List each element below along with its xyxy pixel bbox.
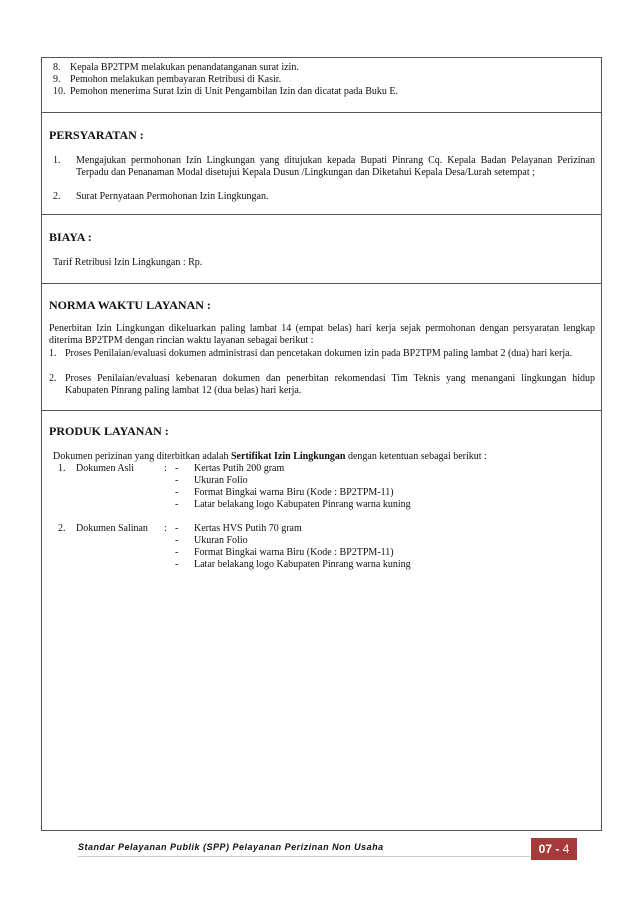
page-number: 4 <box>562 842 570 856</box>
spec-dash: - <box>175 487 179 498</box>
produk-intro-pre: Dokumen perizinan yang diterbitkan adalah <box>53 451 231 462</box>
divider <box>42 410 601 411</box>
item-text: Proses Penilaian/evaluasi kebenaran dokumen dan penerbitan rekomendasi Tim Teknis yang menangani lingkungan hidup Kabupaten Pinrang paling lambat 12 (dua belas) hari kerja. <box>65 373 595 396</box>
spec-item: Latar belakang logo Kabupaten Pinrang warna kuning <box>194 559 411 570</box>
norma-intro: Penerbitan Izin Lingkungan dikeluarkan paling lambat 14 (empat belas) hari kerja sejak permohonan dengan persyaratan lengkap diterima BP2TPM dengan rincian waktu layanan sebagai berikut : <box>49 323 595 346</box>
spec-dash: - <box>175 499 179 510</box>
footer-divider <box>78 856 530 857</box>
page-prefix: 07 <box>538 842 552 856</box>
doc-colon: : <box>164 523 167 534</box>
divider <box>42 214 601 215</box>
footer-title: Standar Pelayanan Publik (SPP) Pelayanan Perizinan Non Usaha <box>78 842 384 852</box>
item-text: Mengajukan permohonan Izin Lingkungan yang ditujukan kepada Bupati Pinrang Cq. Kepala Badan Pelayanan Perizinan Terpadu dan Penanaman Modal disetujui Kepala Dusun /Lingkungan dan Diketahui Kepala Desa/Lurah setempat ; <box>76 155 595 178</box>
step-text: Pemohon melakukan pembayaran Retribusi di Kasir. <box>70 74 282 85</box>
divider <box>42 283 601 284</box>
doc-number: 1. <box>58 463 66 474</box>
spec-dash: - <box>175 535 179 546</box>
spec-item: Kertas Putih 200 gram <box>194 463 285 474</box>
step-number: 10. <box>53 86 66 97</box>
page-separator: - <box>552 842 563 856</box>
item-text: Surat Pernyataan Permohonan Izin Lingkungan. <box>76 191 269 202</box>
step-text: Pemohon menerima Surat Izin di Unit Pengambilan Izin dan dicatat pada Buku E. <box>70 86 398 97</box>
spec-dash: - <box>175 559 179 570</box>
spec-dash: - <box>175 523 179 534</box>
spec-item: Latar belakang logo Kabupaten Pinrang warna kuning <box>194 499 411 510</box>
spec-dash: - <box>175 463 179 474</box>
section-heading: NORMA WAKTU LAYANAN : <box>49 298 211 312</box>
page-number-badge <box>531 838 577 860</box>
step-text: Kepala BP2TPM melakukan penandatanganan surat izin. <box>70 62 299 73</box>
produk-intro <box>53 451 487 463</box>
spec-dash: - <box>175 547 179 558</box>
spec-item: Format Bingkai warna Biru (Kode : BP2TPM-11) <box>194 487 394 498</box>
divider <box>42 112 601 113</box>
item-number: 2. <box>53 191 61 202</box>
spec-item: Ukuran Folio <box>194 535 248 546</box>
spec-dash: - <box>175 475 179 486</box>
spec-item: Ukuran Folio <box>194 475 248 486</box>
spec-item: Kertas HVS Putih 70 gram <box>194 523 302 534</box>
doc-number: 2. <box>58 523 66 534</box>
item-text: Proses Penilaian/evaluasi dokumen administrasi dan pencetakan dokumen izin pada BP2TPM paling lambat 2 (dua) hari kerja. <box>65 348 573 359</box>
item-number: 1. <box>53 155 61 166</box>
document-frame <box>41 57 602 831</box>
step-number: 9. <box>53 74 61 85</box>
doc-name: Dokumen Asli <box>76 463 135 474</box>
section-heading: PRODUK LAYANAN : <box>49 424 169 438</box>
item-number: 1. <box>49 348 57 359</box>
section-heading: BIAYA : <box>49 230 92 244</box>
produk-intro-post: dengan ketentuan sebagai berikut : <box>345 451 487 462</box>
section-heading: PERSYARATAN : <box>49 128 144 142</box>
doc-name: Dokumen Salinan <box>76 523 148 534</box>
doc-colon: : <box>164 463 167 474</box>
item-number: 2. <box>49 373 57 384</box>
biaya-text: Tarif Retribusi Izin Lingkungan : Rp. <box>53 257 203 268</box>
step-number: 8. <box>53 62 61 73</box>
spec-item: Format Bingkai warna Biru (Kode : BP2TPM-11) <box>194 547 394 558</box>
produk-intro-bold: Sertifikat Izin Lingkungan <box>231 451 346 462</box>
